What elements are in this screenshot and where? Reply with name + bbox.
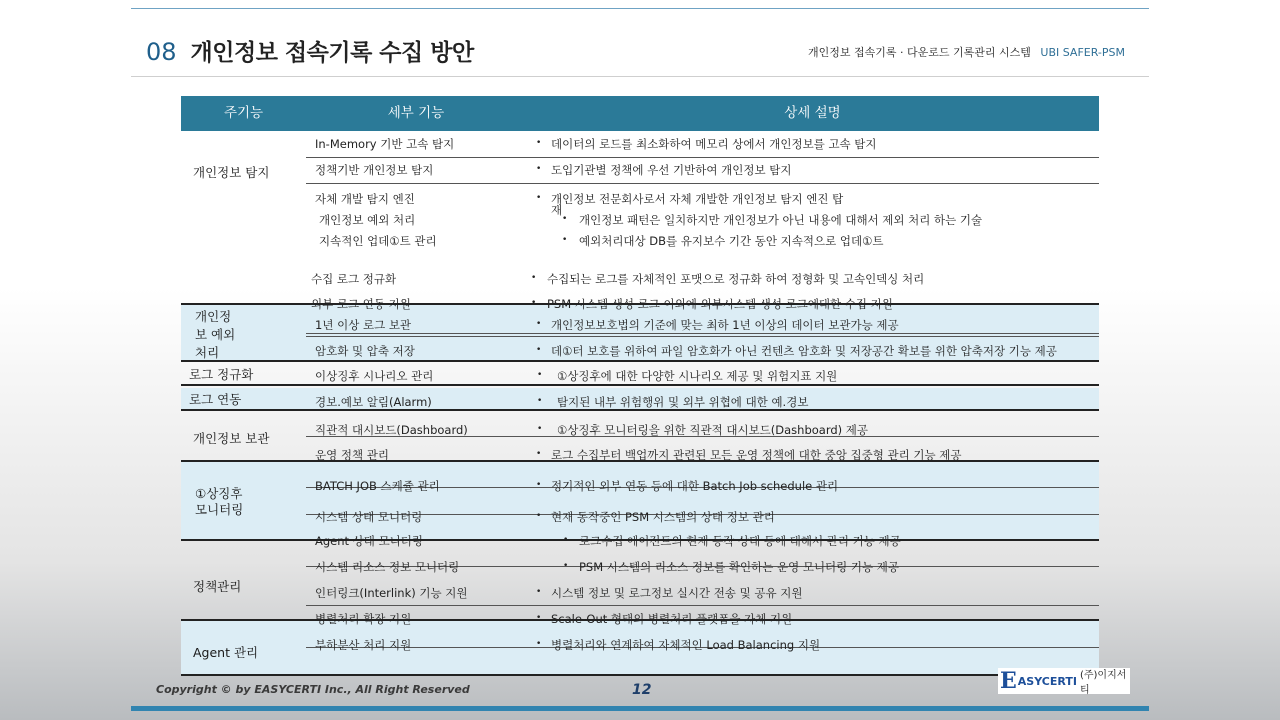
description-cell: 시스템 정보 및 로그정보 실시간 전송 및 공유 지원 (551, 586, 803, 600)
feature-cell: BATCH JOB 스케쥴 관리 (315, 479, 440, 493)
row-rule (306, 336, 1099, 337)
slide-number: 08 (146, 38, 177, 66)
copyright-text: Copyright © by EASYCERTI Inc., All Right Reserved (156, 683, 470, 696)
description-cell: 데이터의 로드를 최소화하여 메모리 상에서 개인정보를 고속 탐지 (551, 137, 877, 151)
feature-cell: 자체 개발 탐지 엔진 (315, 192, 415, 206)
description-cell: PSM 시스템 생성 로그 이외에 외부시스템 생성 로그에대한 수집 지원 (547, 297, 893, 311)
header-main-function: 주기능 (223, 105, 264, 121)
description-cell: 탐지된 내부 위험행위 및 외부 위협에 대한 예.경보 (557, 395, 809, 409)
feature-cell: 지속적인 업데①트 관리 (319, 234, 437, 248)
bullet-icon: • (531, 273, 537, 283)
logo-mark: E (1000, 668, 1017, 694)
group-rule (181, 360, 1099, 362)
feature-cell: 개인정보 예외 처리 (319, 213, 416, 227)
page-number: 12 (632, 682, 652, 698)
description-cell: 개인정보 패턴은 일치하지만 개인정보가 아닌 내용에 대해서 제외 처리 하는 기술 (579, 213, 983, 227)
bullet-icon: • (537, 424, 543, 434)
feature-cell: 정책기반 개인정보 탐지 (315, 163, 434, 177)
bullet-icon: • (563, 535, 569, 545)
bullet-icon: • (536, 164, 542, 174)
category-log-link: 로그 연동 (189, 392, 242, 407)
description-cell: 병렬처리와 연계하여 자체적인 Load Balancing 지원 (551, 638, 821, 652)
row-rule (306, 183, 1099, 184)
header-detail-function: 세부 기능 (387, 105, 445, 121)
header-subtitle (808, 44, 1125, 60)
group-rule (181, 674, 1099, 676)
feature-cell: 부하분산 처리 지원 (315, 638, 412, 652)
band-monitoring (181, 461, 1099, 540)
description-cell: 데①터 보호를 위하여 파일 암호화가 아닌 컨텐츠 암호화 및 저장공간 확보를 위한 압축저장 기능 제공 (551, 344, 1057, 358)
top-rule (131, 8, 1149, 9)
category-agent: Agent 관리 (193, 645, 259, 660)
description-cell: 로그수집 에이전트의 현재 동작 상태 등에 대해서 관리 기능 제공 (579, 534, 901, 548)
bottom-bar (131, 706, 1149, 711)
system-name: 개인정보 접속기록 · 다운로드 기록관리 시스템 (808, 46, 1031, 59)
group-rule (181, 384, 1099, 386)
description-cell: 도입기관별 정책에 우선 기반하여 개인정보 탐지 (551, 163, 792, 177)
row-rule (306, 157, 1099, 158)
feature-cell: In-Memory 기반 고속 탐지 (315, 137, 455, 151)
feature-cell: 시스템 리소스 정보 모니터링 (315, 560, 460, 574)
bullet-icon: • (537, 370, 543, 380)
bullet-icon: • (536, 587, 542, 597)
header-description: 상세 설명 (784, 105, 841, 121)
feature-cell: Agent 상태 모니터링 (315, 534, 424, 548)
slide-title-row (146, 34, 474, 67)
bullet-icon: • (562, 214, 568, 224)
feature-cell: 1년 이상 로그 보관 (315, 318, 412, 332)
bullet-icon: • (536, 319, 542, 329)
bullet-icon: • (536, 613, 542, 623)
category-pii-exception: 개인정 보 예외 처리 (195, 309, 236, 360)
company-logo (998, 668, 1130, 694)
row-rule (306, 333, 1099, 334)
bullet-icon: • (536, 193, 542, 203)
feature-cell: 경보.예보 알림(Alarm) (315, 395, 432, 409)
description-wrap: 재 (551, 203, 563, 217)
bullet-icon: • (563, 561, 569, 571)
logo-korean: (주)이지서티 (1079, 670, 1127, 696)
description-cell: 현재 동작중인 PSM 시스템의 상태 정보 관리 (551, 510, 775, 524)
table-header (181, 96, 1099, 131)
feature-table (181, 96, 1099, 660)
feature-cell: 직관적 대시보드(Dashboard) (315, 423, 468, 437)
description-cell: ①상징후 모니터링을 위한 직관적 대시보드(Dashboard) 제공 (557, 423, 869, 437)
bullet-icon: • (536, 345, 542, 355)
bullet-icon: • (537, 396, 543, 406)
bullet-icon: • (536, 449, 542, 459)
bullet-icon: • (536, 639, 542, 649)
feature-cell: 운영 정책 관리 (315, 448, 389, 462)
row-rule (306, 605, 1099, 606)
bullet-icon: • (536, 480, 542, 490)
brand-name: UBI SAFER-PSM (1040, 46, 1125, 59)
feature-cell: 인터링크(Interlink) 기능 지원 (315, 586, 468, 600)
bullet-icon: • (536, 511, 542, 521)
title-rule (131, 76, 1149, 77)
description-cell: 정기적인 외부 연동 등에 대한 Batch Job schedule 관리 (551, 479, 839, 493)
category-pii-storage: 개인정보 보관 (193, 431, 270, 446)
feature-cell: 외부 로그 연동 지원 (311, 297, 411, 311)
description-cell: 예외처리대상 DB를 유지보수 기간 동안 지속적으로 업데①트 (579, 234, 884, 248)
description-cell: 로그 수집부터 백업까지 관련된 모든 운영 정책에 대한 중앙 집중형 관리 기능 제공 (551, 448, 962, 462)
description-cell: PSM 시스템의 리소스 정보를 확인하는 운영 모니터링 기능 제공 (579, 560, 900, 574)
category-pii-detection: 개인정보 탐지 (193, 165, 270, 180)
category-log-normalize: 로그 정규화 (189, 367, 254, 382)
feature-cell: 이상징후 시나리오 관리 (315, 369, 434, 383)
bullet-icon: • (536, 138, 542, 148)
description-cell: 개인정보보호법의 기준에 맞는 최하 1년 이상의 데이터 보관가능 제공 (551, 318, 899, 332)
description-cell: ①상징후에 대한 다양한 시나리오 제공 및 위험지표 지원 (557, 369, 838, 383)
description-cell: Scale-Out 형태의 병렬처리 플랫폼을 자체 지원 (551, 612, 793, 626)
bullet-icon: • (531, 298, 537, 308)
feature-cell: 시스템 상태 모니터링 (315, 510, 423, 524)
description-cell: 수집되는 로그를 자체적인 포맷으로 정규화 하여 정형화 및 고속인덱싱 처리 (547, 272, 925, 286)
feature-cell: 병렬처리 확장 지원 (315, 612, 412, 626)
category-policy: 정책관리 (193, 579, 242, 594)
feature-cell: 암호화 및 압축 저장 (315, 344, 415, 358)
category-anomaly-monitoring: ①상징후 모니터링 (195, 486, 244, 517)
logo-text: ASYCERTI (1017, 674, 1077, 688)
slide-title: 개인정보 접속기록 수집 방안 (190, 40, 474, 66)
description-cell: 개인정보 전문회사로서 자체 개발한 개인정보 탐지 엔진 탑 (551, 192, 844, 206)
bullet-icon: • (562, 235, 568, 245)
feature-cell: 수집 로그 정규화 (311, 272, 397, 286)
